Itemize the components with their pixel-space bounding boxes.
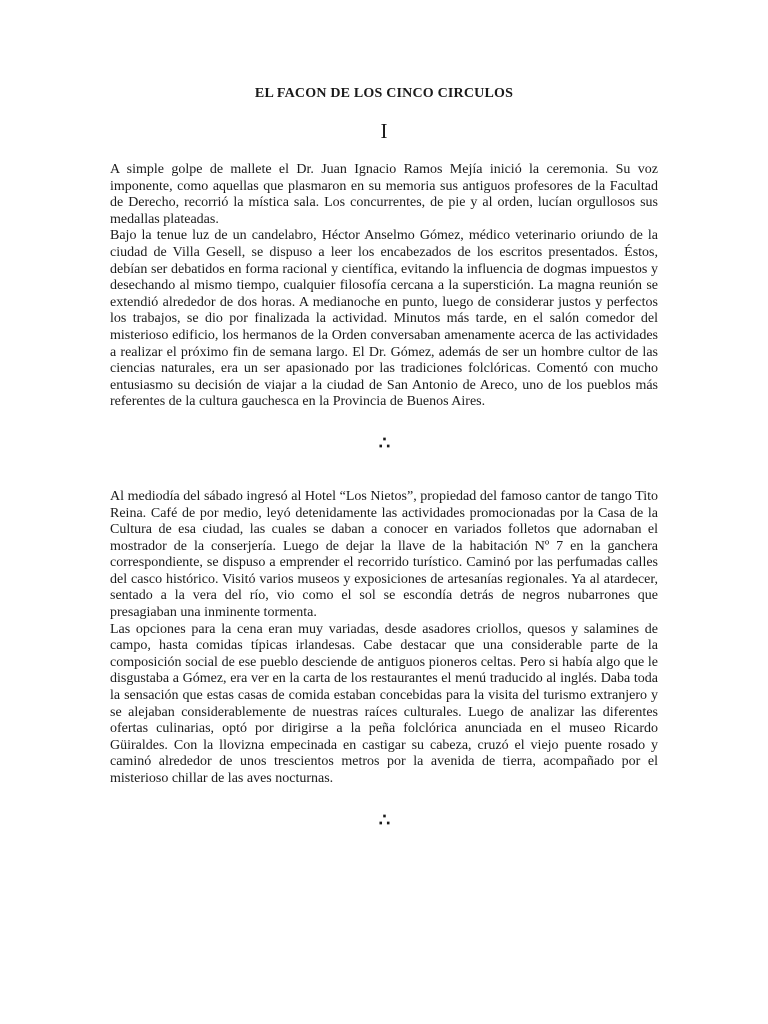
paragraph-1: A simple golpe de mallete el Dr. Juan Ignacio Ramos Mejía inició la ceremonia. Su voz imponente, como aquellas que plasmaron en su memoria sus antiguos profesores de la Facultad de Derecho, recorrió la mística sala. Los concurrentes, de pie y al orden, lucían orgullosos sus medallas plateadas. — [110, 162, 658, 227]
chapter-number: I — [380, 119, 388, 143]
document-title: EL FACON DE LOS CINCO CIRCULOS — [254, 86, 514, 101]
section-separator: ∴ — [378, 809, 390, 830]
paragraph-3: Al mediodía del sábado ingresó al Hotel “Los Nietos”, propiedad del famoso cantor de tango Tito Reina. Café de por medio, leyó detenidamente las actividades promocionadas por la Casa de la Cultura de esa ciudad, las cuales se daban a conocer en variados folletos que adornaban el mostrador de la conserjería. Luego de dejar la llave de la habitación Nº 7 en la ganchera correspondiente, se dispuso a emprender el recorrido turístico. Caminó por las perfumadas calles del casco histórico. Visitó varios museos y exposiciones de artesanías regionales. Ya al atardecer, sentado a la vera del río, vio como el sol se escondía detrás de negros nubarrones que presagiaban una inminente tormenta. — [110, 488, 658, 621]
paragraph-4: Las opciones para la cena eran muy variadas, desde asadores criollos, quesos y salamines de campo, hasta comidas típicas irlandesas. Cabe destacar que una considerable parte de la composición social de ese pueblo desciende de antiguos pioneros celtas. Pero si había algo que le disgustaba a Gómez, era ver en la carta de los restaurantes el menú traducido al inglés. Daba toda la sensación que estas casas de comida estaban concebidas para la visita del turismo extranjero y se alejaban considerablemente de nuestras raíces culturales. Luego de analizar las diferentes ofertas culinarias, optó por dirigirse a la peña folclórica anunciada en el museo Ricardo Güiraldes. Con la llovizna empecinada en castigar su cabeza, cruzó el viejo puente rosado y caminó alrededor de unos trescientos metros por la avenida de tierra, acompañado por el misterioso chillar de las aves nocturnas. — [110, 621, 658, 786]
section-separator: ∴ — [378, 432, 390, 453]
paragraph-2: Bajo la tenue luz de un candelabro, Héctor Anselmo Gómez, médico veterinario oriundo de la ciudad de Villa Gesell, se dispuso a leer los encabezados de los escritos presentados. Éstos, debían ser debatidos en forma racional y científica, evitando la influencia de dogmas impuestos y desechando al mismo tiempo, cualquier filosofía cercana a la superstición. La magna reunión se extendió alrededor de dos horas. A medianoche en punto, luego de considerar justos y perfectos los trabajos, se dio por finalizada la actividad. Minutos más tarde, en el salón comedor del misterioso edificio, los hermanos de la Orden conversaban amenamente acerca de las actividades a realizar el próximo fin de semana largo. El Dr. Gómez, además de ser un hombre cultor de las ciencias naturales, era un ser apasionado por las tradiciones folclóricas. Comentó con mucho entusiasmo su decisión de viajar a la ciudad de San Antonio de Areco, uno de los pueblos más referentes de la cultura gauchesca en la Provincia de Buenos Aires. — [110, 228, 658, 410]
